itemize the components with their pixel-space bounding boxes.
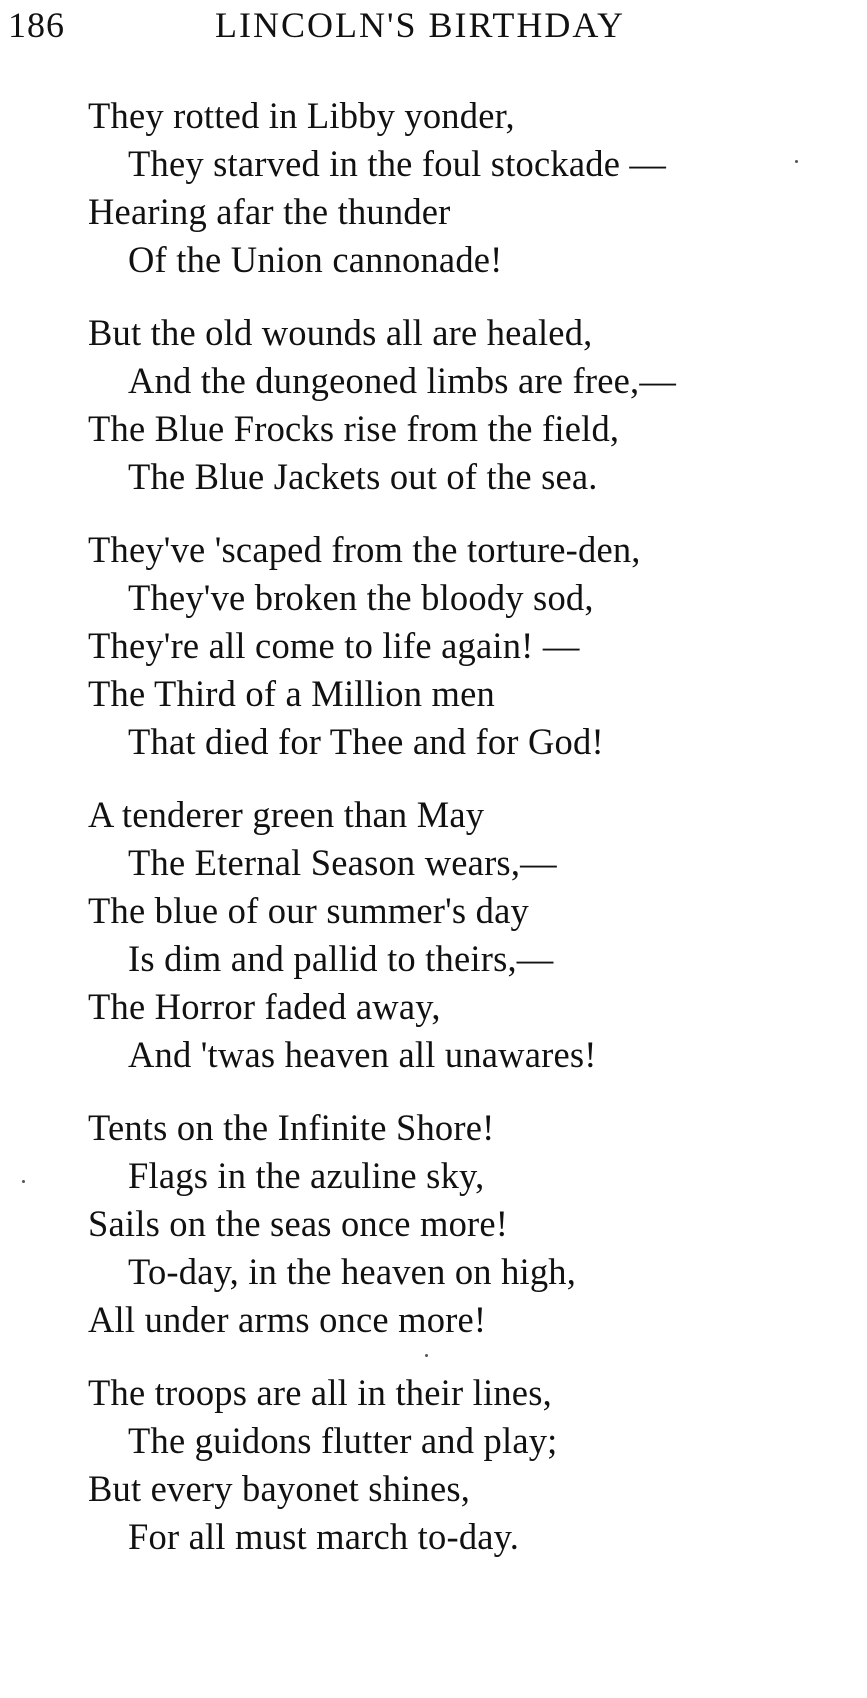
poem-line: Flags in the azuline sky, [128, 1155, 485, 1196]
running-title: LINCOLN'S BIRTHDAY [215, 5, 626, 45]
poem-line: They rotted in Libby yonder, [88, 95, 515, 136]
stanza [88, 92, 848, 284]
stanza [88, 1369, 848, 1561]
poem-body [88, 92, 848, 1586]
poem-line: The Horror faded away, [88, 986, 441, 1027]
stanza [88, 791, 848, 1079]
poem-line: For all must march to-day. [128, 1516, 520, 1557]
stanza [88, 526, 848, 766]
print-speck [795, 160, 798, 163]
poem-line: The blue of our summer's day [88, 890, 529, 931]
poem-line: And 'twas heaven all unawares! [128, 1034, 597, 1075]
poem-line: The Third of a Million men [88, 673, 495, 714]
poem-line: The troops are all in their lines, [88, 1372, 552, 1413]
poem-line: The Blue Frocks rise from the field, [88, 408, 620, 449]
poem-line: But every bayonet shines, [88, 1468, 471, 1509]
poem-line: They're all come to life again! — [88, 625, 580, 666]
poem-line: The Eternal Season wears,— [128, 842, 557, 883]
stanza [88, 1104, 848, 1344]
poem-line: All under arms once more! [88, 1299, 487, 1340]
poem-line: Is dim and pallid to theirs,— [128, 938, 554, 979]
poem-line: Sails on the seas once more! [88, 1203, 509, 1244]
poem-line: They've 'scaped from the torture-den, [88, 529, 641, 570]
poem-line: Hearing afar the thunder [88, 191, 451, 232]
poem-line: They starved in the foul stockade — [128, 143, 667, 184]
print-speck [22, 1180, 25, 1183]
poem-line: But the old wounds all are healed, [88, 312, 593, 353]
page-number: 186 [8, 5, 65, 45]
poem-line: That died for Thee and for God! [128, 721, 604, 762]
poem-line: A tenderer green than May [88, 794, 485, 835]
poem-line: They've broken the bloody sod, [128, 577, 594, 618]
print-speck [425, 1354, 428, 1357]
poem-line: Of the Union cannonade! [128, 239, 503, 280]
stanza [88, 309, 848, 501]
poem-line: And the dungeoned limbs are free,— [128, 360, 677, 401]
poem-line: To-day, in the heaven on high, [128, 1251, 577, 1292]
poem-line: Tents on the Infinite Shore! [88, 1107, 495, 1148]
poem-line: The guidons flutter and play; [128, 1420, 558, 1461]
poem-line: The Blue Jackets out of the sea. [128, 456, 598, 497]
